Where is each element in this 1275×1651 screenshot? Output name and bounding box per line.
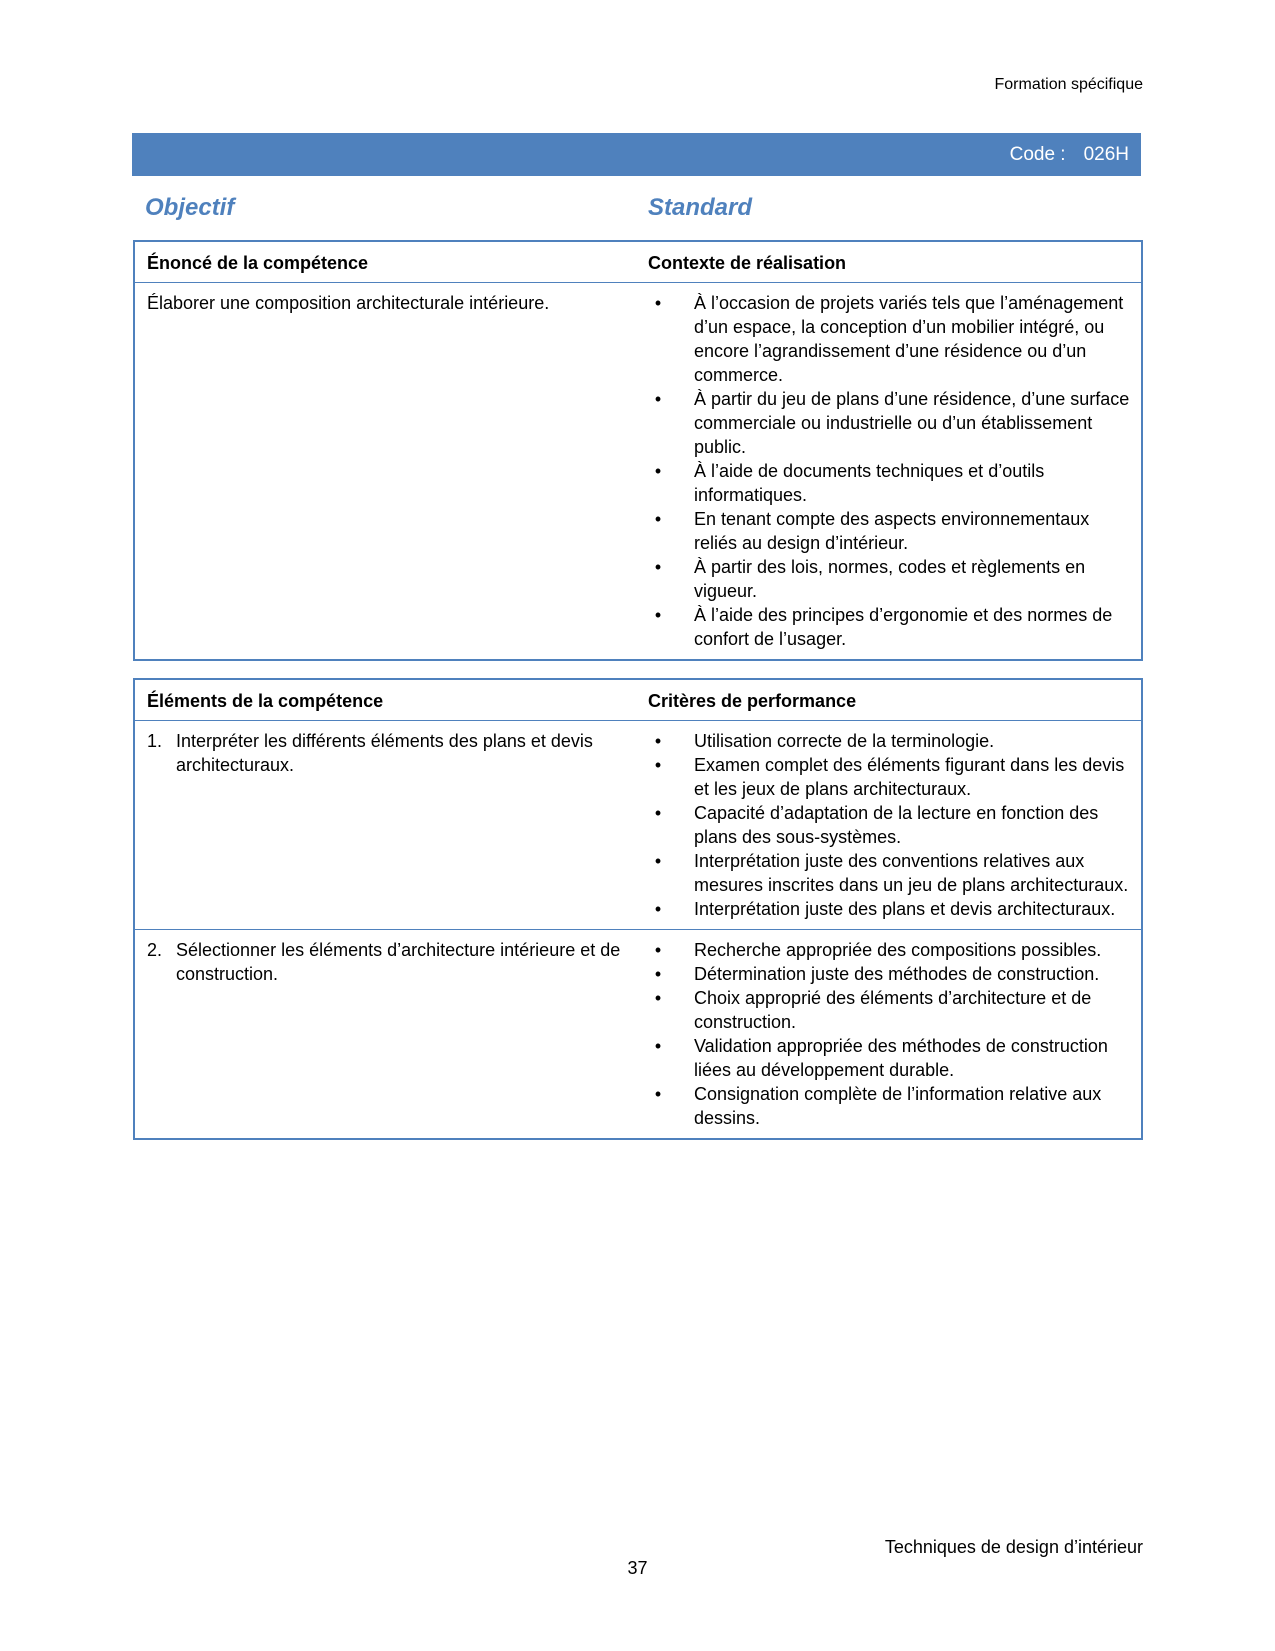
list-item-text: Validation appropriée des méthodes de construction liées au développement durable.: [694, 1036, 1108, 1080]
table-row: [134, 930, 1142, 1140]
list-item: [648, 897, 1131, 921]
bullet-icon: •: [654, 755, 662, 775]
context-column-header: Contexte de réalisation: [636, 241, 1142, 283]
elements-column-header: Éléments de la compétence: [134, 679, 636, 721]
list-item: [648, 938, 1131, 962]
list-item-text: Consignation complète de l’information relative aux dessins.: [694, 1084, 1102, 1128]
objectif-heading: Objectif: [145, 194, 235, 221]
element-item: [147, 938, 626, 986]
list-item-text: Recherche appropriée des compositions possibles.: [694, 940, 1102, 960]
list-item: [648, 387, 1131, 459]
list-item-text: Choix approprié des éléments d’architecture et de construction.: [694, 988, 1092, 1032]
list-item-text: À l’occasion de projets variés tels que l’aménagement d’un espace, la conception d’un mobilier intégré, ou encore l’agrandissement d’une résidence ou d’un commerce.: [694, 293, 1124, 385]
list-item-text: Interprétation juste des plans et devis architecturaux.: [694, 899, 1116, 919]
bullet-icon: •: [654, 731, 662, 751]
bullet-icon: •: [654, 940, 662, 960]
list-item-text: Détermination juste des méthodes de construction.: [694, 964, 1100, 984]
section-label: Formation spécifique: [994, 76, 1143, 93]
bullet-icon: •: [654, 1036, 662, 1056]
competence-elements-table: [133, 678, 1143, 1140]
list-item: [648, 603, 1131, 651]
criteria-cell: [636, 930, 1142, 1140]
bullet-icon: •: [654, 557, 662, 577]
table-row: [134, 283, 1142, 661]
list-item-text: À l’aide des principes d’ergonomie et des normes de confort de l’usager.: [694, 605, 1113, 649]
bullet-icon: •: [654, 509, 662, 529]
list-item: [648, 962, 1131, 986]
table-row: [134, 721, 1142, 930]
list-item: [648, 1034, 1131, 1082]
program-title: Techniques de design d’intérieur: [884, 1537, 1143, 1557]
list-item: [648, 801, 1131, 849]
context-cell: [636, 283, 1142, 661]
table-header-row: [134, 679, 1142, 721]
list-item: [648, 1082, 1131, 1130]
element-text: Interpréter les différents éléments des plans et devis architecturaux.: [176, 731, 593, 775]
bullet-icon: •: [654, 803, 662, 823]
standard-heading: Standard: [648, 194, 753, 221]
bullet-icon: •: [654, 605, 662, 625]
element-item: [147, 729, 626, 777]
page-number: 37: [627, 1558, 648, 1578]
competence-statement-table: [133, 240, 1143, 661]
bullet-icon: •: [654, 851, 662, 871]
list-item: [648, 729, 1131, 753]
competence-statement: Élaborer une composition architecturale intérieure.: [147, 293, 550, 313]
statement-column-header: Énoncé de la compétence: [134, 241, 636, 283]
list-item-text: À l’aide de documents techniques et d’outils informatiques.: [694, 461, 1045, 505]
bullet-icon: •: [654, 899, 662, 919]
code-value: 026H: [1083, 143, 1129, 165]
code-bar: [132, 133, 1141, 176]
element-number: 1.: [147, 731, 163, 751]
list-item: [648, 849, 1131, 897]
element-cell: [134, 721, 636, 930]
bullet-icon: •: [654, 964, 662, 984]
element-number: 2.: [147, 940, 163, 960]
element-text: Sélectionner les éléments d’architecture intérieure et de construction.: [176, 940, 621, 984]
criteria-column-header: Critères de performance: [636, 679, 1142, 721]
table-header-row: [134, 241, 1142, 283]
list-item: [648, 753, 1131, 801]
list-item-text: En tenant compte des aspects environnementaux reliés au design d’intérieur.: [694, 509, 1090, 553]
bullet-icon: •: [654, 389, 662, 409]
list-item: [648, 459, 1131, 507]
list-item-text: Examen complet des éléments figurant dans les devis et les jeux de plans architecturaux.: [694, 755, 1125, 799]
bullet-icon: •: [654, 461, 662, 481]
bullet-icon: •: [654, 988, 662, 1008]
list-item: [648, 555, 1131, 603]
list-item-text: Capacité d’adaptation de la lecture en fonction des plans des sous-systèmes.: [694, 803, 1099, 847]
criteria-cell: [636, 721, 1142, 930]
list-item: [648, 986, 1131, 1034]
list-item-text: À partir des lois, normes, codes et règlements en vigueur.: [694, 557, 1086, 601]
bullet-icon: •: [654, 293, 662, 313]
code-label: Code :: [1009, 143, 1066, 165]
list-item-text: À partir du jeu de plans d’une résidence, d’une surface commerciale ou industrielle ou d’un établissement public.: [694, 389, 1130, 457]
list-item: [648, 507, 1131, 555]
context-list: [648, 291, 1131, 651]
criteria-list: [648, 938, 1131, 1130]
element-cell: [134, 930, 636, 1140]
list-item-text: Utilisation correcte de la terminologie.: [694, 731, 995, 751]
bullet-icon: •: [654, 1084, 662, 1104]
criteria-list: [648, 729, 1131, 921]
list-item: [648, 291, 1131, 387]
section-headings: [145, 194, 1135, 224]
list-item-text: Interprétation juste des conventions relatives aux mesures inscrites dans un jeu de plans architecturaux.: [694, 851, 1129, 895]
